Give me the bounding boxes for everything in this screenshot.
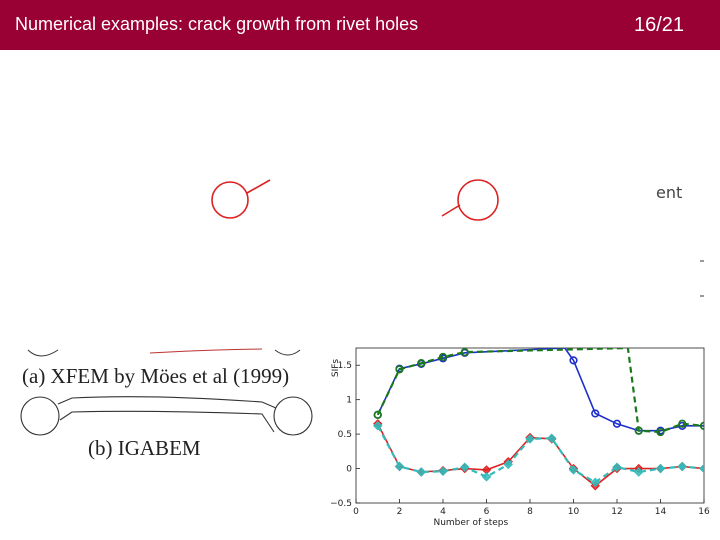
x-tick-label: 6 [483,507,490,517]
xfem-crack-sketch [28,349,300,356]
y-axis-label: SIFs [331,358,341,378]
plot-frame [356,348,704,503]
cut-off-text: ent [656,183,683,202]
x-tick-label: 2 [396,507,403,517]
y-tick-label: 1 [346,395,352,406]
y-tick-label: 1.5 [337,361,352,372]
y-tick-label: 0 [346,464,352,475]
sif-chart [330,348,710,528]
slide-title: Numerical examples: crack growth from rivet holes [15,14,419,34]
x-tick-label: 16 [698,507,710,517]
x-tick-label: 0 [353,507,359,517]
y-tick-label: −0.5 [330,499,352,509]
hole-left [212,180,270,218]
x-tick-label: 8 [527,507,533,517]
x-tick-label: 14 [654,507,667,517]
page-number: 16/21 [634,14,685,36]
caption-xfem: (a) XFEM by Möes et al (1999) [22,364,290,388]
y-tick-label: 0.5 [337,430,352,441]
caption-igabem: (b) IGABEM [88,436,201,460]
x-axis-label: Number of steps [433,518,509,528]
hole-right [442,180,498,220]
x-tick-label: 10 [567,507,580,517]
igabem-sketch [21,397,312,435]
x-tick-label: 4 [440,507,446,517]
x-tick-label: 12 [611,507,623,517]
